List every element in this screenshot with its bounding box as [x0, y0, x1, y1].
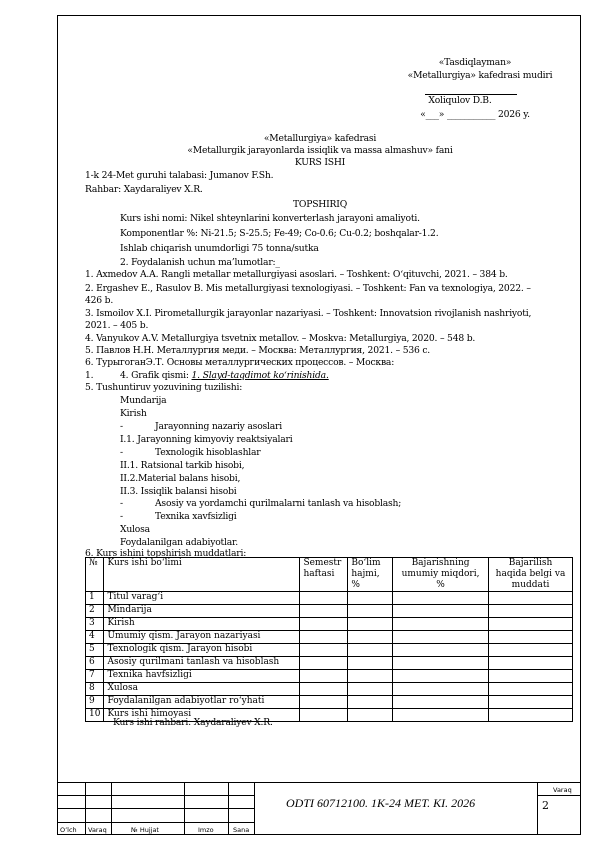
cell-empty[interactable] [348, 657, 393, 670]
cell-empty[interactable] [348, 631, 393, 644]
cell-empty[interactable] [489, 605, 573, 618]
task-title: TOPSHIRIQ [292, 199, 348, 210]
ref-2-cont: 426 b. [85, 295, 114, 306]
ref-4: 4. Vanyukov A.V. Metallurgiya tsvetnix metallov. – Moskva: Metallurgiya, 2020. – 548 b. [85, 333, 476, 344]
ref-1: 1. Axmedov A.A. Rangli metallar metallurgiyasi asoslari. – Toshkent: O‘qituvchi, 2021. – 384 b. [85, 269, 508, 280]
cell-empty[interactable] [300, 605, 348, 618]
row-number: 4 [86, 631, 104, 644]
outline-dash: - [120, 447, 123, 458]
approval-name: Xoliqulov D.B. [428, 95, 492, 106]
row-number: 6 [86, 657, 104, 670]
cell-empty[interactable] [300, 696, 348, 709]
row-section: Umumiy qism. Jarayon nazariyasi [104, 631, 300, 644]
cell-empty[interactable] [393, 605, 489, 618]
cell-empty[interactable] [489, 644, 573, 657]
table-row [86, 631, 573, 644]
approval-date: «___» ___________ 2026 y. [420, 109, 530, 120]
cell-empty[interactable] [348, 644, 393, 657]
cell-empty[interactable] [393, 696, 489, 709]
cell-empty[interactable] [348, 709, 393, 722]
graphic-part-line [120, 370, 329, 381]
advisor-line: Rahbar: Xaydaraliyev X.R. [85, 184, 203, 195]
outline-3: Jarayonning nazariy asoslari [155, 421, 282, 432]
row-section: Titul varag‘i [104, 592, 300, 605]
cell-empty[interactable] [489, 709, 573, 722]
cell-empty[interactable] [300, 592, 348, 605]
col-header-volume: Bo‘lim hajmi, % [348, 558, 393, 592]
structure-heading: 5. Tushuntiruv yozuvining tuzilishi: [85, 382, 243, 393]
item1-number: 1. [85, 370, 94, 381]
row-number: 8 [86, 683, 104, 696]
col-header-total: Bajarishning umumiy miqdori, % [393, 558, 489, 592]
outline-4: I.1. Jarayonning kimyoviy reaktsiyalari [120, 434, 293, 445]
approval-dept: «Metallurgiya» kafedrasi mudiri [407, 70, 553, 81]
table-row [86, 683, 573, 696]
title-block-stamp [57, 782, 581, 835]
row-section: Texnika havfsizligi [104, 670, 300, 683]
cell-empty[interactable] [489, 696, 573, 709]
row-number: 9 [86, 696, 104, 709]
cell-empty[interactable] [348, 670, 393, 683]
cell-empty[interactable] [393, 592, 489, 605]
cell-empty[interactable] [348, 592, 393, 605]
cell-empty[interactable] [348, 605, 393, 618]
outline-12: Foydalanilgan adabiyotlar. [120, 537, 238, 548]
row-section: Kurs ishi himoyasi [104, 709, 300, 722]
schedule-table [85, 557, 573, 722]
cell-empty[interactable] [348, 683, 393, 696]
col-header-section: Kurs ishi bo‘limi [104, 558, 300, 592]
cell-empty[interactable] [489, 592, 573, 605]
row-number: 5 [86, 644, 104, 657]
graphic-part-link[interactable]: 1. Slayd-taqdimot ko‘rinishida. [191, 370, 329, 381]
row-section: Mindarija [104, 605, 300, 618]
table-row [86, 644, 573, 657]
outline-6: II.1. Ratsional tarkib hisobi, [120, 460, 245, 471]
student-line: 1-k 24-Met guruhi talabasi: Jumanov F.Sh. [85, 170, 274, 181]
row-section: Foydalanilgan adabiyotlar ro‘yhati [104, 696, 300, 709]
cell-empty[interactable] [300, 644, 348, 657]
cell-empty[interactable] [300, 709, 348, 722]
col-header-mark: Bajarilish haqida belgi va muddati [489, 558, 573, 592]
cell-empty[interactable] [489, 657, 573, 670]
cell-empty[interactable] [300, 683, 348, 696]
dept-title: «Metallurgiya» kafedrasi [263, 133, 377, 144]
table-row [86, 618, 573, 631]
cell-empty[interactable] [489, 618, 573, 631]
ref-2: 2. Ergashev E., Rasulov B. Mis metallurgiyasi texnologiyasi. – Toshkent: Fan va texnologiya, 2022. – [85, 283, 531, 294]
outline-7: II.2.Material balans hisobi, [120, 473, 241, 484]
row-number: 2 [86, 605, 104, 618]
outline-9: Asosiy va yordamchi qurilmalarni tanlash va hisoblash; [155, 498, 402, 509]
outline-dash: - [120, 511, 123, 522]
approval-title: «Tasdiqlayman» [438, 57, 512, 68]
cell-empty[interactable] [300, 618, 348, 631]
outline-5: Texnologik hisoblashlar [155, 447, 261, 458]
sheet-label: Varaq [553, 786, 572, 794]
cell-empty[interactable] [300, 631, 348, 644]
row-number: 10 [86, 709, 104, 722]
row-number: 7 [86, 670, 104, 683]
doc-title: KURS ISHI [294, 157, 346, 168]
cell-empty[interactable] [300, 657, 348, 670]
row-section: Asosiy qurilmani tanlash va hisoblash [104, 657, 300, 670]
advisor-signature-line: Kurs ishi rahbari: Xaydaraliyev X.R. [113, 717, 273, 728]
ref-6: 6. ТурыгоганЭ.Т. Основы металлургических процессов. – Москва: [85, 357, 395, 368]
cell-empty[interactable] [393, 631, 489, 644]
outline-11: Xulosa [120, 524, 150, 535]
table-header-row [86, 558, 573, 592]
capacity-line: Ishlab chiqarish unumdorligi 75 tonna/sutka [120, 243, 319, 254]
cell-empty[interactable] [393, 618, 489, 631]
row-section: Texnologik qism. Jarayon hisobi [104, 644, 300, 657]
cell-empty[interactable] [300, 670, 348, 683]
cell-empty[interactable] [393, 644, 489, 657]
document-code: ODTI 60712100. 1K-24 MET. KI. 2026 [286, 796, 476, 810]
subject-title: «Metallurgik jarayonlarda issiqlik va massa almashuv» fani [187, 145, 453, 156]
table-row [86, 605, 573, 618]
cell-empty[interactable] [489, 631, 573, 644]
table-row [86, 670, 573, 683]
sources-heading: 2. Foydalanish uchun ma’lumotlar:_ [120, 257, 280, 268]
row-number: 1 [86, 592, 104, 605]
deadlines-heading: 6. Kurs ishini topshirish muddatlari: [85, 548, 247, 559]
cell-empty[interactable] [489, 670, 573, 683]
outline-dash: - [120, 498, 123, 509]
ref-5: 5. Павлов Н.Н. Металлургия меди. – Москва: Металлургия, 2021. – 536 с. [85, 345, 431, 356]
cell-empty[interactable] [489, 683, 573, 696]
table-row [86, 657, 573, 670]
row-section: Xulosa [104, 683, 300, 696]
table-row [86, 592, 573, 605]
table-row [86, 696, 573, 709]
outline-1: Mundarija [120, 395, 167, 406]
stamp-col-sheet: Varaq [88, 826, 107, 834]
outline-2: Kirish [120, 408, 147, 419]
col-header-number: № [86, 558, 104, 592]
cell-empty[interactable] [393, 657, 489, 670]
row-section: Kirish [104, 618, 300, 631]
col-header-week: Semestr haftasi [300, 558, 348, 592]
outline-dash: - [120, 421, 123, 432]
cell-empty[interactable] [393, 670, 489, 683]
stamp-col-signature: Imzo [198, 826, 214, 834]
topic-line: Kurs ishi nomi: Nikel shteynlarini konverterlash jarayoni amaliyoti. [120, 213, 420, 224]
stamp-col-change: O’lch [60, 826, 77, 834]
stamp-col-date: Sana [233, 826, 250, 834]
cell-empty[interactable] [348, 618, 393, 631]
cell-empty[interactable] [348, 696, 393, 709]
outline-8: II.3. Issiqlik balansi hisobi [120, 486, 237, 497]
stamp-col-docnum: № Hujjat [131, 826, 159, 834]
graphic-part-label: 4. Grafik qismi: [120, 370, 192, 381]
row-number: 3 [86, 618, 104, 631]
ref-3-cont: 2021. – 405 b. [85, 320, 149, 331]
ref-3: 3. Ismoilov X.I. Pirometallurgik jarayonlar nazariyasi. – Toshkent: Innovatsion rivojlanish nashriyoti, [85, 308, 532, 319]
outline-10: Texnika xavfsizligi [155, 511, 237, 522]
components-line: Komponentlar %: Ni-21.5; S-25.5; Fe-49; Co-0.6; Cu-0.2; boshqalar-1.2. [120, 228, 439, 239]
cell-empty[interactable] [393, 709, 489, 722]
cell-empty[interactable] [393, 683, 489, 696]
sheet-number: 2 [542, 799, 549, 812]
